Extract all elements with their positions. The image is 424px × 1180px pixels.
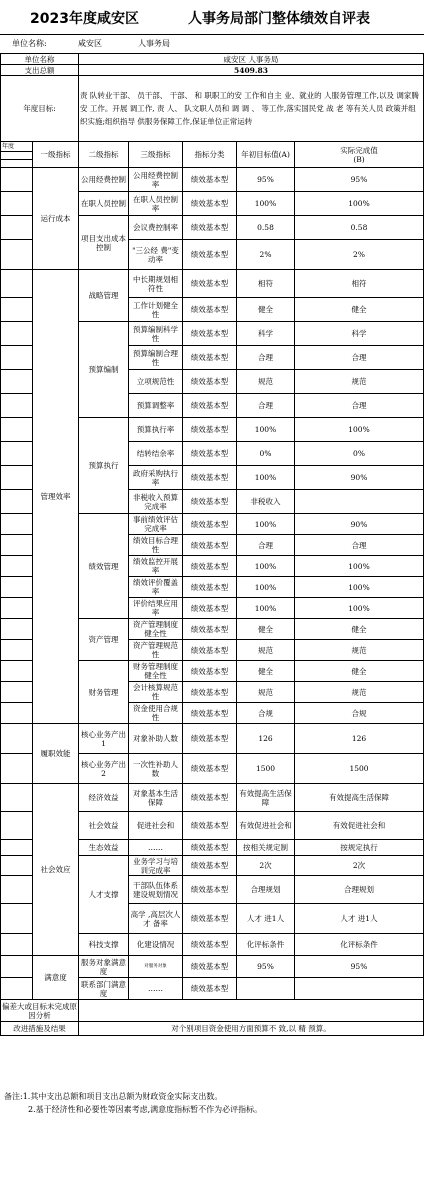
blank-cell	[1, 682, 33, 703]
category: 绩效基本型	[183, 598, 237, 619]
group-yunxing: 运行成本	[33, 168, 79, 270]
blank-cell	[1, 661, 33, 682]
blank-cell	[1, 812, 33, 840]
indicator: 中长期规划相符性	[129, 270, 183, 298]
blank-cell	[1, 535, 33, 556]
indicator: 绩效评价覆盖率	[129, 577, 183, 598]
sub-xiangmu: 项目支出成本控制	[79, 216, 129, 270]
category: 绩效基本型	[183, 298, 237, 322]
target: 化评标条件	[237, 934, 295, 956]
target: 合理	[237, 346, 295, 370]
actual: 规范	[295, 640, 424, 661]
actual	[295, 490, 424, 514]
category: 绩效基本型	[183, 876, 237, 904]
target: 健全	[237, 619, 295, 640]
indicator: 预算执行率	[129, 418, 183, 442]
target: 合理规划	[237, 876, 295, 904]
category: 绩效基本型	[183, 577, 237, 598]
blank-cell	[1, 956, 33, 978]
indicator: 高学 ,高层次人才 备率	[129, 904, 183, 934]
indicator: 政府采购执行率	[129, 466, 183, 490]
category: 绩效基本型	[183, 490, 237, 514]
actual: 100%	[295, 598, 424, 619]
deviation-text	[79, 1000, 424, 1022]
blank-cell	[1, 619, 33, 640]
blank-cell	[1, 514, 33, 535]
blank-cell	[1, 160, 33, 168]
indicator: 干部队伍体系建设规划情况	[129, 876, 183, 904]
indicator: "三公经 费"变动率	[129, 240, 183, 270]
blank-cell	[1, 754, 33, 784]
actual: 人才 进1人	[295, 904, 424, 934]
category: 绩效基本型	[183, 168, 237, 192]
sub-zichan: 资产管理	[79, 619, 129, 661]
blank-cell	[1, 216, 33, 240]
category: 绩效基本型	[183, 466, 237, 490]
category: 绩效基本型	[183, 812, 237, 840]
year-fragment: 年度	[1, 142, 33, 152]
blank-cell	[1, 192, 33, 216]
sub-hexin2: 核心业务产出2	[79, 754, 129, 784]
indicator: 会议费控制率	[129, 216, 183, 240]
blank-cell	[1, 640, 33, 661]
actual: 规范	[295, 682, 424, 703]
indicator: 财务管理制度健全性	[129, 661, 183, 682]
actual: 2次	[295, 856, 424, 876]
actual: 合理	[295, 346, 424, 370]
actual: 95%	[295, 168, 424, 192]
indicator: 非税收入预算完成率	[129, 490, 183, 514]
target: 100%	[237, 598, 295, 619]
indicator: 资产管理规范性	[129, 640, 183, 661]
indicator: 评价结果应用率	[129, 598, 183, 619]
note-2: 2.基于经济性和必要性等因素考虑,满意度指标暂不作为必评指标。	[28, 1105, 263, 1114]
category: 绩效基本型	[183, 840, 237, 856]
goal-label: 年度目标:	[1, 76, 79, 142]
target: 规范	[237, 682, 295, 703]
actual: 1500	[295, 754, 424, 784]
group-shehui: 社会效应	[33, 784, 79, 956]
category: 绩效基本型	[183, 240, 237, 270]
target: 100%	[237, 556, 295, 577]
actual: 化评标条件	[295, 934, 424, 956]
blank-cell	[1, 934, 33, 956]
col-level1: 一级指标	[33, 142, 79, 168]
category: 绩效基本型	[183, 640, 237, 661]
category: 绩效基本型	[183, 270, 237, 298]
actual: 2%	[295, 240, 424, 270]
unit-bureau: 人事务局	[138, 39, 170, 48]
note-1: 备注:1.其中支出总额和项目支出总额为财政资金实际支出数。	[4, 1092, 223, 1101]
blank-cell	[1, 577, 33, 598]
category: 绩效基本型	[183, 978, 237, 1000]
target: 95%	[237, 956, 295, 978]
category: 绩效基本型	[183, 442, 237, 466]
blank-cell	[1, 466, 33, 490]
sub-gongyong: 公用经费控制	[79, 168, 129, 192]
target: 0%	[237, 442, 295, 466]
actual: 126	[295, 724, 424, 754]
col-level2: 二级指标	[79, 142, 129, 168]
sub-shengtai: 生态效益	[79, 840, 129, 856]
category: 绩效基本型	[183, 784, 237, 812]
target: 2%	[237, 240, 295, 270]
budget-label: 支出总额	[1, 65, 79, 76]
target: 95%	[237, 168, 295, 192]
blank-cell	[1, 724, 33, 754]
target: 100%	[237, 514, 295, 535]
actual: 有效提高生活保障	[295, 784, 424, 812]
category: 绩效基本型	[183, 418, 237, 442]
actual: 95%	[295, 956, 424, 978]
target: 健全	[237, 661, 295, 682]
category: 绩效基本型	[183, 856, 237, 876]
indicator: 会计核算规范性	[129, 682, 183, 703]
blank-cell	[1, 152, 33, 160]
actual: 100%	[295, 192, 424, 216]
unit-bar	[0, 34, 424, 54]
target: 规范	[237, 370, 295, 394]
blank-cell	[1, 322, 33, 346]
actual	[295, 978, 424, 1000]
sub-shehui-xy: 社会效益	[79, 812, 129, 840]
col-actual: 实际完成值 (B)	[295, 142, 424, 168]
category: 绩效基本型	[183, 535, 237, 556]
sub-caiwu: 财务管理	[79, 661, 129, 724]
blank-cell	[1, 840, 33, 856]
category: 绩效基本型	[183, 619, 237, 640]
target: 健全	[237, 298, 295, 322]
sub-jixiao: 绩效管理	[79, 514, 129, 619]
indicator: 预算调整率	[129, 394, 183, 418]
blank-cell	[1, 490, 33, 514]
group-manyi: 满意度	[33, 956, 79, 1000]
blank-cell	[1, 346, 33, 370]
indicator: 化建设情况	[129, 934, 183, 956]
evaluation-table	[0, 53, 424, 1036]
actual: 按规定执行	[295, 840, 424, 856]
actual: 100%	[295, 418, 424, 442]
indicator: 绩效监控开展率	[129, 556, 183, 577]
blank-cell	[1, 784, 33, 812]
category: 绩效基本型	[183, 370, 237, 394]
category: 绩效基本型	[183, 754, 237, 784]
blank-cell	[1, 876, 33, 904]
sub-rencai: 人才支撑	[79, 856, 129, 934]
indicator: ……	[129, 978, 183, 1000]
target: 相符	[237, 270, 295, 298]
actual: 健全	[295, 661, 424, 682]
category: 绩效基本型	[183, 394, 237, 418]
actual: 0%	[295, 442, 424, 466]
indicator: 绩效目标合理性	[129, 535, 183, 556]
target: 规范	[237, 640, 295, 661]
title-right: 人事务局部门整体绩效自评表	[188, 11, 370, 27]
measures-label: 改进措施及结果	[1, 1022, 79, 1036]
actual: 合理	[295, 394, 424, 418]
unit-name-value: 咸安区 人事务局	[79, 54, 424, 65]
category: 绩效基本型	[183, 703, 237, 724]
blank-cell	[1, 442, 33, 466]
target: 科学	[237, 322, 295, 346]
blank-cell	[1, 270, 33, 298]
actual: 合理规划	[295, 876, 424, 904]
target: 100%	[237, 577, 295, 598]
deviation-label: 偏差大或目标未完成原因分析	[2, 1001, 77, 1020]
notes	[0, 1090, 424, 1116]
blank-cell	[1, 370, 33, 394]
sub-yusuan-bz: 预算编制	[79, 322, 129, 418]
indicator: 资产管理制度健全性	[129, 619, 183, 640]
blank-cell	[1, 978, 33, 1000]
target: 2次	[237, 856, 295, 876]
goal-text: 责 队转业干部、 员干部、 干部、 和 职职工的安 工作和自主 业、就业的 人服务管理工作,以及 调家腾安 工作。开展 调工作, 责 人、 队文职人员和 调 调 、 等工作,落实国民党 战 老 等有关人员 政策并组织实施;组织指导 供服务保障工作,保证单位正常运转	[79, 76, 424, 142]
target: 100%	[237, 418, 295, 442]
indicator: 事前绩效评估完成率	[129, 514, 183, 535]
actual: 规范	[295, 370, 424, 394]
sub-jingji: 经济效益	[79, 784, 129, 812]
category: 绩效基本型	[183, 956, 237, 978]
sub-zaizhi: 在职人员控制	[79, 192, 129, 216]
indicator: 一次性补助人数	[129, 754, 183, 784]
target: 100%	[237, 192, 295, 216]
budget-value: 5409.83	[79, 65, 424, 76]
indicator: 结转结余率	[129, 442, 183, 466]
category: 绩效基本型	[183, 216, 237, 240]
measures-text: 对个别项目资金使用方面预算不 致,以 精 预算。	[79, 1022, 424, 1036]
blank-cell	[1, 298, 33, 322]
category: 绩效基本型	[183, 514, 237, 535]
indicator: ……	[129, 840, 183, 856]
target: 合理	[237, 394, 295, 418]
blank-cell	[1, 556, 33, 577]
blank-cell	[1, 856, 33, 876]
actual: 健全	[295, 298, 424, 322]
actual: 90%	[295, 514, 424, 535]
actual: 0.58	[295, 216, 424, 240]
category: 绩效基本型	[183, 682, 237, 703]
title-left: 2023年度咸安区	[30, 11, 139, 27]
unit-district: 咸安区	[78, 39, 102, 48]
target: 人才 进1人	[237, 904, 295, 934]
actual: 相符	[295, 270, 424, 298]
actual: 100%	[295, 577, 424, 598]
group-lvzhi: 履职效能	[33, 724, 79, 784]
actual: 有效促进社会和	[295, 812, 424, 840]
col-target: 年初目标值(A)	[237, 142, 295, 168]
category: 绩效基本型	[183, 346, 237, 370]
target: 有效促进社会和	[237, 812, 295, 840]
category: 绩效基本型	[183, 904, 237, 934]
group-guanli: 管理效率	[33, 270, 79, 724]
indicator: 对象基本生活保障	[129, 784, 183, 812]
col-category: 指标分类	[183, 142, 237, 168]
indicator: 对象补助人数	[129, 724, 183, 754]
target: 100%	[237, 466, 295, 490]
title-row	[0, 0, 424, 34]
blank-cell	[1, 703, 33, 724]
actual: 100%	[295, 556, 424, 577]
target: 1500	[237, 754, 295, 784]
indicator: 工作计划健全性	[129, 298, 183, 322]
actual: 90%	[295, 466, 424, 490]
blank-cell	[1, 904, 33, 934]
sub-zhanlue: 战略管理	[79, 270, 129, 322]
sub-hexin1: 核心业务产出1	[79, 724, 129, 754]
blank-cell	[1, 168, 33, 192]
blank-cell	[1, 418, 33, 442]
unit-name-label: 单位名称	[1, 54, 79, 65]
target	[237, 978, 295, 1000]
target: 按相关规定制	[237, 840, 295, 856]
indicator: 公用经费控制率	[129, 168, 183, 192]
actual: 科学	[295, 322, 424, 346]
target: 合理	[237, 535, 295, 556]
indicator: 立项规范性	[129, 370, 183, 394]
category: 绩效基本型	[183, 192, 237, 216]
target: 126	[237, 724, 295, 754]
indicator: 预算编制合理性	[129, 346, 183, 370]
indicator: 预算编制科学性	[129, 322, 183, 346]
category: 绩效基本型	[183, 322, 237, 346]
blank-cell	[1, 394, 33, 418]
target: 合规	[237, 703, 295, 724]
indicator: 促进社会和	[129, 812, 183, 840]
col-level3: 三级指标	[129, 142, 183, 168]
blank-cell	[1, 240, 33, 270]
indicator: 资金使用合规性	[129, 703, 183, 724]
category: 绩效基本型	[183, 934, 237, 956]
sub-fuwu: 服务对象满意度	[79, 956, 129, 978]
indicator: 在职人员控制率	[129, 192, 183, 216]
category: 绩效基本型	[183, 724, 237, 754]
unit-label: 单位名称:	[12, 39, 47, 48]
sub-yusuan-zx: 预算执行	[79, 418, 129, 514]
actual: 健全	[295, 619, 424, 640]
indicator: 业务学习与培训完成率	[129, 856, 183, 876]
blank-cell	[1, 598, 33, 619]
indicator: 对服务对象	[129, 956, 183, 978]
actual: 合理	[295, 535, 424, 556]
category: 绩效基本型	[183, 661, 237, 682]
target: 非税收入	[237, 490, 295, 514]
sub-lianxi: 联系部门满意度	[79, 978, 129, 1000]
sub-keji: 科技支撑	[79, 934, 129, 956]
category: 绩效基本型	[183, 556, 237, 577]
target: 有效提高生活保障	[237, 784, 295, 812]
target: 0.58	[237, 216, 295, 240]
actual: 合规	[295, 703, 424, 724]
